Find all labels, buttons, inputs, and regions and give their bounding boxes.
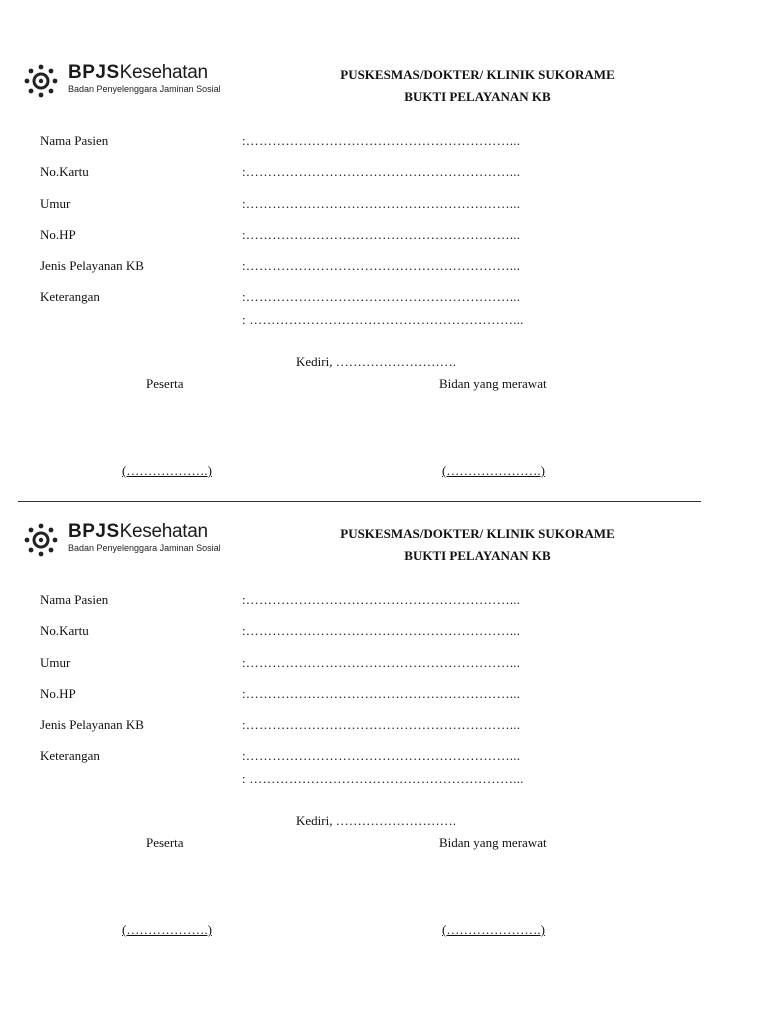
service-type-label: Jenis Pelayanan KB [40,717,144,732]
participant-signature-line: (……………….) [122,922,212,937]
participant-label: Peserta [146,835,184,850]
phone-label: No.HP [40,686,76,701]
notes-label: Keterangan [40,289,100,304]
notes-label: Keterangan [40,748,100,763]
service-type-field: :……………………………………………………... [242,717,521,732]
notes-field: :……………………………………………………... [242,289,521,304]
card-number-label: No.Kartu [40,164,89,179]
age-field: :……………………………………………………... [242,196,521,211]
place-date-line: Kediri, ………………………. [296,813,456,828]
patient-name-label: Nama Pasien [40,133,109,148]
card-number-label: No.Kartu [40,623,89,638]
participant-label: Peserta [146,376,184,391]
midwife-label: Bidan yang merawat [439,835,547,850]
bpjs-emblem-icon [24,523,58,557]
participant-signature-line: (……………….) [122,463,212,478]
logo-subtitle: Badan Penyelenggara Jaminan Sosial [68,84,221,94]
notes-field-continuation: : ……………………………………………………... [242,312,524,327]
bpjs-logo [24,62,224,102]
patient-name-label: Nama Pasien [40,592,109,607]
phone-label: No.HP [40,227,76,242]
service-type-label: Jenis Pelayanan KB [40,258,144,273]
card-number-field: :……………………………………………………... [242,164,521,179]
place-date-line: Kediri, ………………………. [296,354,456,369]
notes-field: :……………………………………………………... [242,748,521,763]
patient-name-field: :……………………………………………………... [242,592,521,607]
midwife-signature-line: (………………….) [442,463,545,478]
phone-field: :……………………………………………………... [242,227,521,242]
document-title: BUKTI PELAYANAN KB [404,548,551,563]
age-label: Umur [40,655,71,670]
midwife-signature-line: (………………….) [442,922,545,937]
patient-name-field: :……………………………………………………... [242,133,521,148]
logo-wordmark: BPJSKesehatan [68,521,208,542]
service-type-field: :……………………………………………………... [242,258,521,273]
midwife-label: Bidan yang merawat [439,376,547,391]
service-slip-1 [0,0,768,478]
bpjs-logo [24,521,224,561]
clinic-title: PUSKESMAS/DOKTER/ KLINIK SUKORAME [340,67,615,82]
notes-field-continuation: : ……………………………………………………... [242,771,524,786]
card-number-field: :……………………………………………………... [242,623,521,638]
document-title: BUKTI PELAYANAN KB [404,89,551,104]
clinic-title: PUSKESMAS/DOKTER/ KLINIK SUKORAME [340,526,615,541]
age-label: Umur [40,196,71,211]
logo-wordmark: BPJSKesehatan [68,62,208,83]
logo-subtitle: Badan Penyelenggara Jaminan Sosial [68,543,221,553]
bpjs-emblem-icon [24,64,58,98]
service-slip-2 [0,459,768,937]
age-field: :……………………………………………………... [242,655,521,670]
phone-field: :……………………………………………………... [242,686,521,701]
